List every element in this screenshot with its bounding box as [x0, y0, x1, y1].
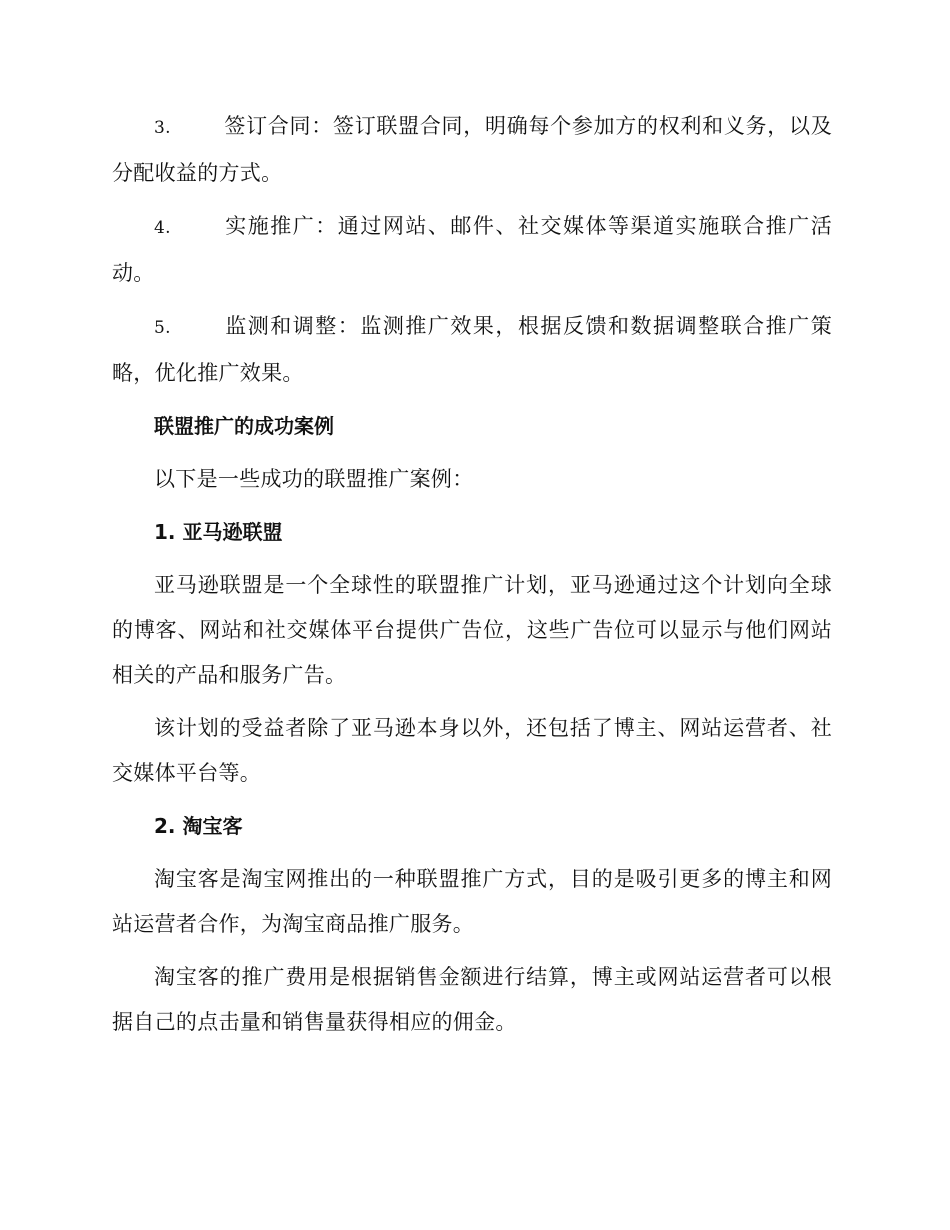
case1-heading: 1. 亚马逊联盟 — [154, 520, 283, 544]
section-heading: 联盟推广的成功案例 — [154, 414, 334, 438]
list-text: 监测和调整：监测推广效果，根据反馈和数据调整联合推广策略，优化推广效果。 — [112, 314, 832, 385]
list-text: 实施推广：通过网站、邮件、社交媒体等渠道实施联合推广活动。 — [112, 214, 832, 285]
case2-heading: 2. 淘宝客 — [154, 814, 243, 838]
intro-paragraph: 以下是一些成功的联盟推广案例： — [154, 467, 474, 491]
case1-paragraph-2: 该计划的受益者除了亚马逊本身以外，还包括了博主、网站运营者、社交媒体平台等。 — [112, 716, 832, 785]
list-text: 签订合同：签订联盟合同，明确每个参加方的权利和义务，以及分配收益的方式。 — [112, 114, 832, 185]
case2-paragraph-2: 淘宝客的推广费用是根据销售金额进行结算，博主或网站运营者可以根据自己的点击量和销售量获得相应的佣金。 — [112, 965, 832, 1034]
list-item-5 — [112, 304, 832, 396]
list-number: 3. — [154, 118, 171, 138]
list-item-4 — [112, 204, 832, 296]
case2-paragraph-1: 淘宝客是淘宝网推出的一种联盟推广方式，目的是吸引更多的博主和网站运营者合作，为淘宝商品推广服务。 — [112, 867, 832, 936]
list-number: 5. — [154, 318, 171, 338]
list-item-3 — [112, 104, 832, 196]
case1-paragraph-1: 亚马逊联盟是一个全球性的联盟推广计划，亚马逊通过这个计划向全球的博客、网站和社交媒体平台提供广告位，这些广告位可以显示与他们网站相关的产品和服务广告。 — [112, 573, 832, 687]
list-number: 4. — [154, 218, 171, 238]
document-page — [112, 104, 832, 1053]
